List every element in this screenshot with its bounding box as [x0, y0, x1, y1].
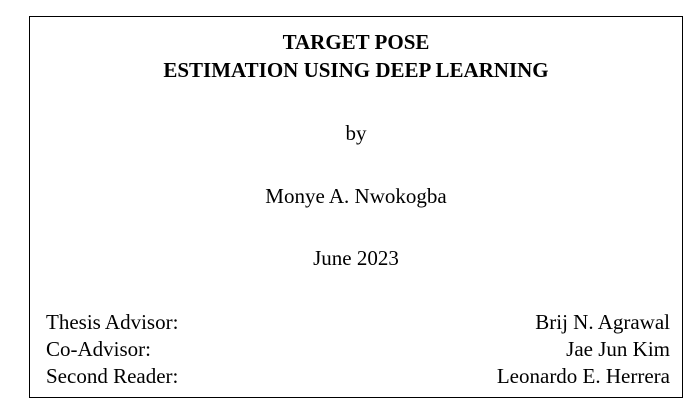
role-name: Leonardo E. Herrera: [496, 364, 670, 388]
role-name: Jae Jun Kim: [566, 337, 670, 361]
thesis-advisor-row: [46, 310, 670, 334]
publication-date: June 2023: [313, 246, 399, 270]
second-reader-row: [46, 364, 670, 388]
role-label: Second Reader:: [46, 364, 179, 388]
title-page-frame: [29, 16, 683, 398]
co-advisor-row: [46, 337, 670, 361]
role-label: Thesis Advisor:: [46, 310, 179, 334]
thesis-title-line-2: ESTIMATION USING DEEP LEARNING: [163, 58, 549, 82]
by-label: by: [345, 121, 367, 145]
author-name: Monye A. Nwokogba: [265, 184, 447, 208]
role-label: Co-Advisor:: [46, 337, 151, 361]
thesis-title-line-1: TARGET POSE: [282, 30, 430, 54]
role-name: Brij N. Agrawal: [535, 310, 670, 334]
